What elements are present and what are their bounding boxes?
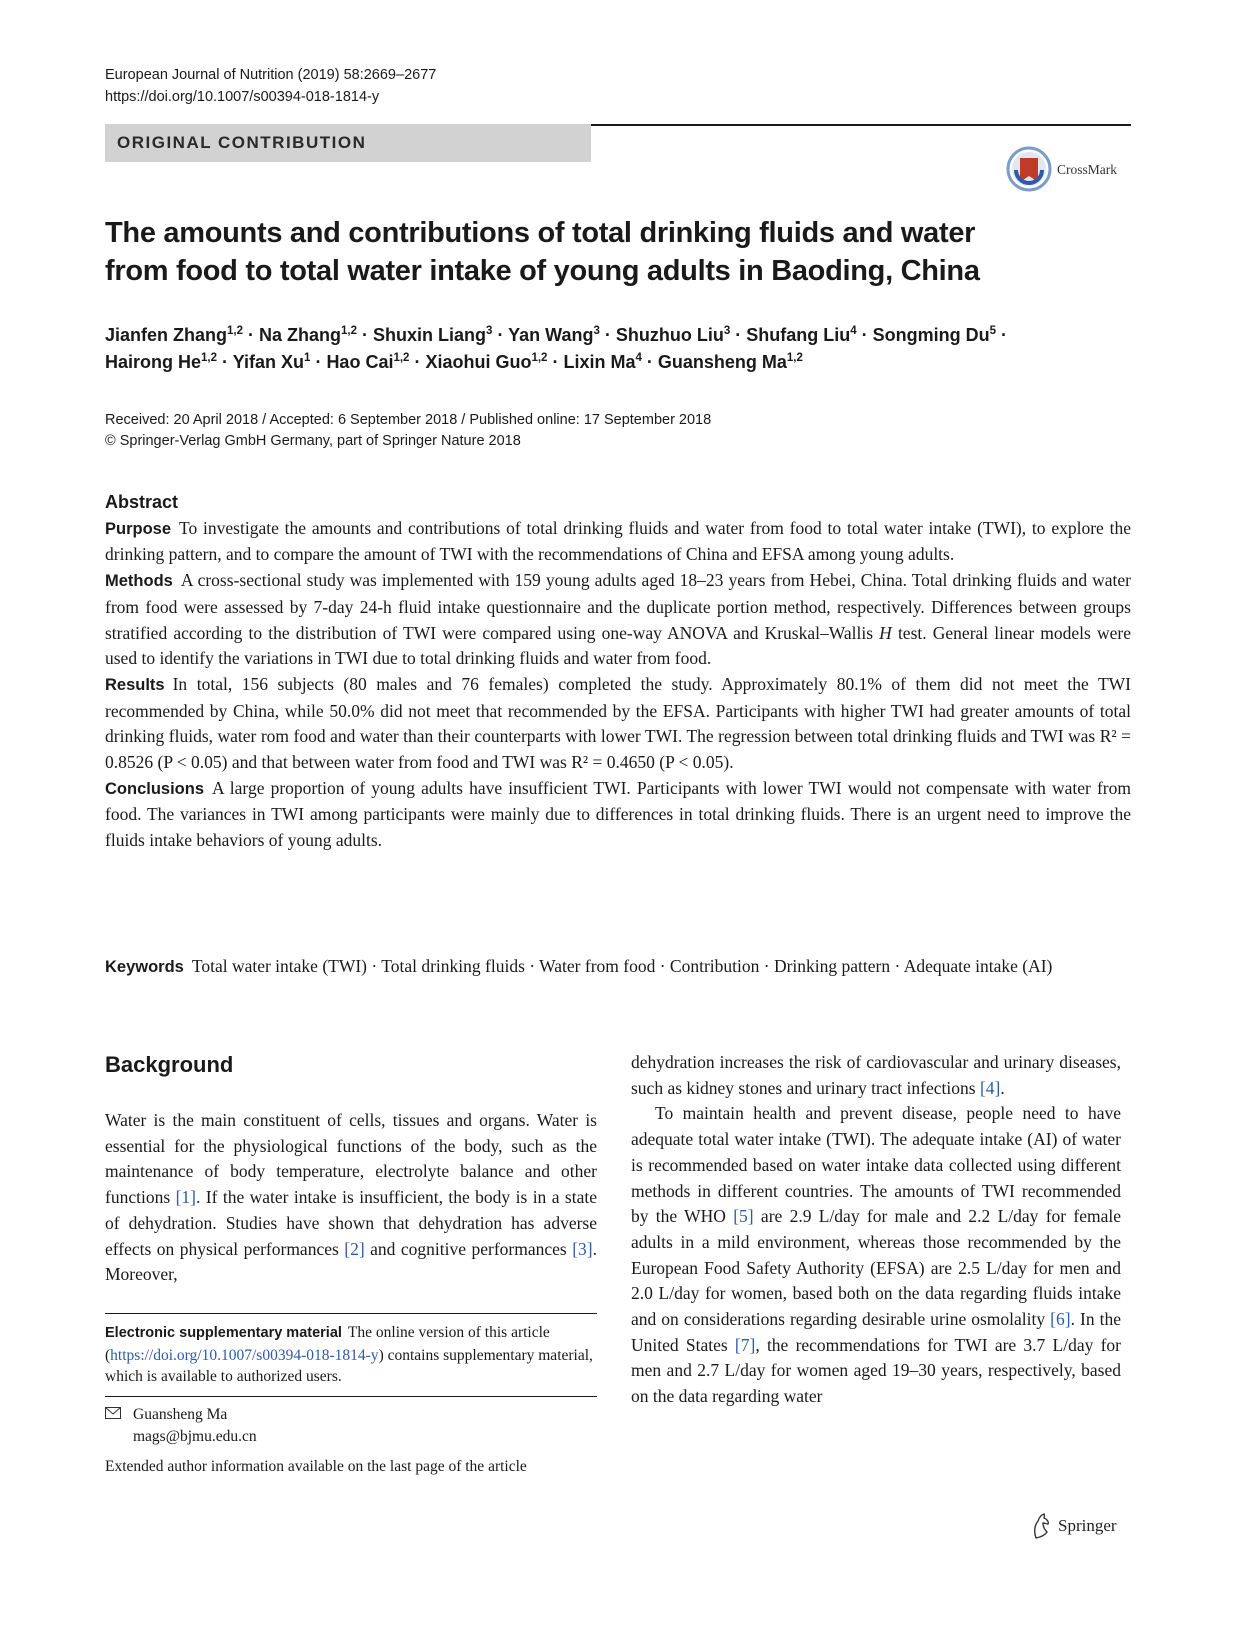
author[interactable] — [425, 352, 547, 372]
author-separator: · — [641, 352, 658, 372]
abstract-heading: Abstract — [105, 492, 179, 512]
author[interactable] — [326, 352, 409, 372]
author-separator: · — [492, 325, 509, 345]
title-line-1: The amounts and contributions of total drinking fluids and water — [105, 217, 976, 249]
author-name: Guansheng Ma — [657, 352, 787, 372]
body-text: are 2.9 L/day for male and 2.2 L/day for female adults in a mild environment, whereas those recommended by the European Food Safety Authority (EFSA) are 2.5 L/day for men and 2.0 L/day for women, based both on the data regarding fluids intake and on considerations regarding desirable urine osmolality — [631, 1206, 1121, 1330]
author-affiliation: 4 — [635, 352, 642, 364]
body-column-left — [105, 1108, 597, 1288]
author-name: Xiaohui Guo — [425, 352, 532, 372]
keywords — [105, 954, 1131, 981]
author-affiliation: 1,2 — [227, 325, 244, 337]
keywords-label: Keywords — [105, 958, 184, 976]
results-stat-1: R² = 0.8526 (P < 0.05) — [105, 726, 1132, 773]
corresponding-author-name: Guansheng Ma — [133, 1406, 228, 1423]
citation-link-4[interactable]: [4] — [979, 1077, 1001, 1098]
author-affiliation: 3 — [723, 325, 731, 337]
paragraph — [631, 1050, 1121, 1101]
abstract-conclusions — [105, 776, 1131, 854]
author-name: Songming Du — [872, 325, 990, 345]
author-separator: · — [310, 352, 327, 372]
citation-link-6[interactable]: [6] — [1050, 1309, 1071, 1330]
author-list — [105, 322, 1135, 376]
author[interactable] — [508, 325, 600, 345]
article-type: ORIGINAL CONTRIBUTION — [117, 133, 367, 152]
paragraph — [631, 1101, 1121, 1409]
purpose-text: To investigate the amounts and contributions of total drinking fluids and water from food to total water intake (TWI), to explore the drinking pattern, and to compare the amount of TWI with the recommendations of China and EFSA among young adults. — [105, 517, 1131, 565]
journal-doi[interactable]: https://doi.org/10.1007/s00394-018-1814-y — [105, 89, 380, 105]
author-name: Yifan Xu — [232, 352, 305, 372]
author-affiliation: 1,2 — [393, 352, 410, 364]
footnote-divider — [105, 1396, 597, 1397]
body-text: . — [1000, 1077, 1005, 1098]
envelope-icon — [105, 1407, 121, 1419]
author-line-2 — [105, 349, 1135, 376]
methods-text-a: A cross-sectional study was implemented with 159 young adults aged 18–23 years from Hebei, China. Total drinking fluids and water from food were assessed by 7-day 24-h fluid intake questionnaire and the duplicate portion method, respectively. Differences between groups stratified according to the distribution of TWI were compared using one-way ANOVA and Kruskal–Wallis — [105, 570, 1131, 643]
purpose-label: Purpose — [105, 519, 172, 538]
methods-text-b: test. General linear models were used to identify the variations in TWI due to total drinking fluids and water from food. — [105, 622, 1131, 669]
citation-link-1[interactable]: [1] — [175, 1187, 196, 1208]
crossmark-icon — [1006, 146, 1052, 192]
author-affiliation: 3 — [593, 325, 600, 337]
author[interactable] — [233, 352, 311, 372]
date-history: Received: 20 April 2018 / Accepted: 6 September 2018 / Published online: 17 September 2018 — [105, 412, 712, 428]
copyright-line: © Springer-Verlag GmbH Germany, part of Springer Nature 2018 — [105, 433, 521, 449]
springer-horse-icon — [1030, 1512, 1052, 1540]
author-separator: · — [996, 325, 1008, 345]
supplementary-note — [105, 1322, 597, 1388]
author-name: Hao Cai — [326, 352, 394, 372]
author-line-1 — [105, 322, 1135, 349]
abstract-purpose — [105, 516, 1131, 568]
abstract — [105, 490, 1131, 854]
author-name: Jianfen Zhang — [105, 325, 228, 345]
author-separator: · — [409, 352, 426, 372]
results-label: Results — [105, 675, 165, 694]
author[interactable] — [105, 352, 217, 372]
corresponding-author-email[interactable]: mags@bjmu.edu.cn — [133, 1427, 257, 1445]
citation-link-3[interactable]: [3] — [572, 1238, 593, 1259]
author[interactable] — [105, 325, 243, 345]
author-separator: · — [217, 352, 233, 372]
author-name: Shufang Liu — [746, 325, 851, 345]
body-text: . In the United States — [631, 1309, 1121, 1355]
section-heading-background: Background — [105, 1052, 234, 1077]
author-affiliation: 1,2 — [786, 352, 803, 364]
author-separator: · — [730, 325, 747, 345]
body-text: . If the water intake is insufficient, the body is in a state of dehydration. Studies have shown that dehydration has adverse effects on physical performances — [105, 1187, 597, 1259]
esm-link[interactable]: https://doi.org/10.1007/s00394-018-1814-y — [110, 1346, 379, 1364]
author[interactable] — [373, 325, 492, 345]
author[interactable] — [746, 325, 856, 345]
corresponding-author-details — [133, 1404, 257, 1447]
citation-link-2[interactable]: [2] — [344, 1238, 365, 1259]
body-text: Water is the main constituent of cells, tissues and organs. Water is essential for the physiological functions of the body, such as the maintenance of body temperature, electrolyte balance and other functions — [105, 1110, 597, 1208]
author[interactable] — [658, 352, 803, 372]
author-affiliation: 5 — [989, 325, 997, 337]
citation-link-5[interactable]: [5] — [733, 1206, 754, 1227]
publisher-mark — [1030, 1512, 1140, 1542]
body-text: . Moreover, — [105, 1238, 597, 1285]
author[interactable] — [563, 352, 641, 372]
author-separator: · — [856, 325, 873, 345]
title-line-2: from food to total water intake of young adults in Baoding, China — [105, 255, 980, 287]
crossmark-badge[interactable] — [1006, 146, 1126, 192]
results-stat-2: R² = 0.4650 (P < 0.05). — [571, 752, 734, 773]
author-separator: · — [357, 325, 374, 345]
esm-label: Electronic supplementary material — [105, 1325, 342, 1341]
author-affiliation: 1,2 — [531, 352, 548, 364]
author-name: Shuzhuo Liu — [615, 325, 724, 345]
results-text-a: In total, 156 subjects (80 males and 76 females) completed the study. Approximately 80.1% of them did not meet the TWI recommended by China, while 50.0% did not meet that recommended by the EFSA. Participants with higher TWI had greater amounts of total drinking fluids, water rom food and water than their counterparts with lower TWI. The regression between total drinking fluids and TWI was — [105, 673, 1131, 747]
methods-h-symbol: H — [879, 622, 892, 643]
author-name: Na Zhang — [259, 325, 342, 345]
author-affiliation: 3 — [486, 325, 493, 337]
author[interactable] — [616, 325, 730, 345]
crossmark-label: CrossMark — [1057, 162, 1117, 177]
journal-header — [105, 64, 436, 108]
header-rule — [591, 124, 1131, 126]
author-affiliation: 1 — [304, 352, 311, 364]
body-text: and cognitive performances — [364, 1238, 573, 1259]
abstract-methods — [105, 568, 1131, 672]
author-name: Yan Wang — [508, 325, 594, 345]
author-name: Lixin Ma — [563, 352, 636, 372]
author-affiliation: 4 — [850, 325, 857, 337]
esm-text-b: ) contains supplementary material, which is available to authorized users. — [105, 1346, 593, 1385]
author-affiliation: 1,2 — [341, 325, 358, 337]
author-name: Shuxin Liang — [373, 325, 487, 345]
body-column-right — [631, 1050, 1121, 1410]
article-title — [105, 214, 1105, 290]
body-text: To maintain health and prevent disease, people need to have adequate total water intake (TWI). The adequate intake (AI) of water is recommended based on water intake data collected using different methods in different countries. The amounts of TWI recommended by the WHO — [631, 1103, 1121, 1227]
author-name: Hairong He — [105, 352, 202, 372]
results-text-b: and that between water from food and TWI was — [227, 752, 572, 773]
author[interactable] — [259, 325, 357, 345]
author[interactable] — [873, 325, 996, 345]
keywords-text: Total water intake (TWI) · Total drinking fluids · Water from food · Contribution · Drinking pattern · Adequate intake (AI) — [191, 956, 1053, 976]
author-affiliation: 1,2 — [201, 352, 218, 364]
body-text: dehydration increases the risk of cardiovascular and urinary diseases, such as kidney stones and urinary tract infections — [631, 1052, 1121, 1098]
abstract-results — [105, 672, 1131, 776]
publisher-name: Springer — [1058, 1516, 1117, 1535]
journal-citation: European Journal of Nutrition (2019) 58:2669–2677 — [105, 67, 437, 83]
author-separator: · — [243, 325, 260, 345]
esm-text-a: The online version of this article ( — [105, 1324, 550, 1364]
author-separator: · — [599, 325, 616, 345]
footnote-divider — [105, 1313, 597, 1314]
methods-label: Methods — [105, 572, 173, 591]
citation-link-7[interactable]: [7] — [734, 1334, 756, 1355]
article-type-band — [105, 124, 591, 162]
publication-dates — [105, 410, 711, 452]
body-text: , the recommendations for TWI are 3.7 L/day for men and 2.7 L/day for women aged 19–30 years, respectively, based on the data regarding water — [631, 1334, 1121, 1407]
conclusions-text: A large proportion of young adults have insufficient TWI. Participants with lower TWI would not compensate with water from food. The variances in TWI among participants were mainly due to differences in total drinking fluids. There is an urgent need to improve the fluids intake behaviors of young adults. — [105, 777, 1131, 851]
extended-author-info: Extended author information available on the last page of the article — [105, 1458, 527, 1475]
author-separator: · — [547, 352, 564, 372]
conclusions-label: Conclusions — [105, 779, 205, 798]
